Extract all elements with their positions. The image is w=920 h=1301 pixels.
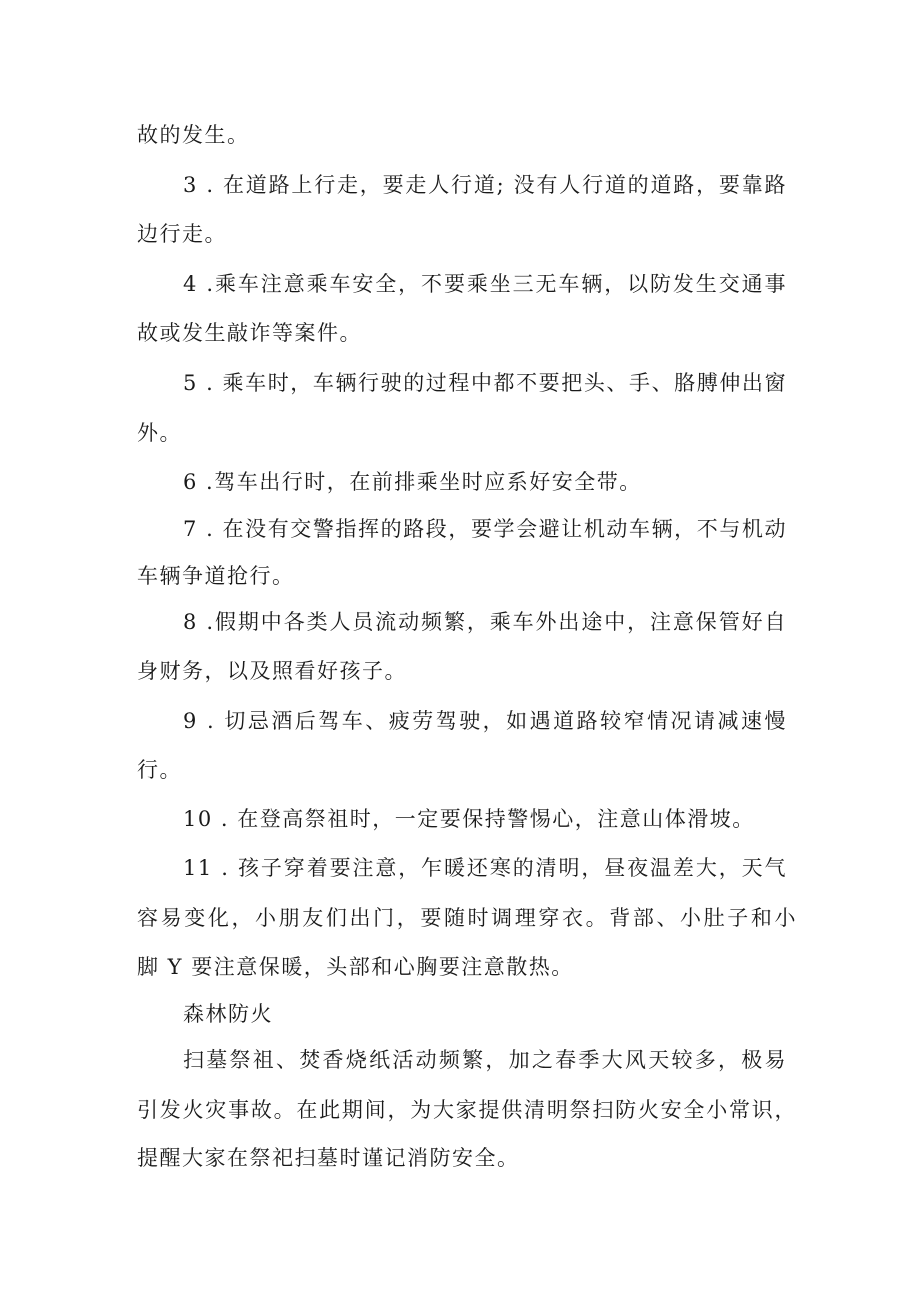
list-item-11-line-2: 容易变化，小朋友们出门，要随时调理穿衣。背部、小肚子和小 <box>137 906 797 930</box>
list-item-4-line-2: 故或发生敲诈等案件。 <box>137 321 362 345</box>
paragraph-line: 故的发生。 <box>137 123 250 147</box>
list-item-11-line-3: 脚 Y 要注意保暖，头部和心胸要注意散热。 <box>137 955 574 979</box>
section-paragraph-line-1: 扫墓祭祖、焚香烧纸活动频繁，加之春季大风天较多，极易 <box>183 1048 787 1072</box>
list-item-3-line-1: 3 . 在道路上行走，要走人行道; 没有人行道的道路，要靠路 <box>183 173 787 197</box>
list-item-6-line-1: 6 .驾车出行时，在前排乘坐时应系好安全带。 <box>183 470 642 494</box>
list-item-9-line-2: 行。 <box>137 758 182 782</box>
list-item-7-line-1: 7 . 在没有交警指挥的路段，要学会避让机动车辆，不与机动 <box>183 517 787 541</box>
list-item-8-line-2: 身财务，以及照看好孩子。 <box>137 659 407 683</box>
list-item-4-line-1: 4 .乘车注意乘车安全，不要乘坐三无车辆，以防发生交通事 <box>183 272 787 296</box>
section-paragraph-line-2: 引发火灾事故。在此期间，为大家提供清明祭扫防火安全小常识， <box>137 1098 797 1122</box>
list-item-10-line-1: 10 . 在登高祭祖时，一定要保持警惕心，注意山体滑坡。 <box>183 807 755 831</box>
list-item-5-line-2: 外。 <box>137 421 182 445</box>
list-item-7-line-2: 车辆争道抢行。 <box>137 564 295 588</box>
list-item-11-line-1: 11 . 孩子穿着要注意，乍暖还寒的清明，昼夜温差大，天气 <box>183 856 787 880</box>
list-item-3-line-2: 边行走。 <box>137 222 227 246</box>
section-heading: 森林防火 <box>183 1002 273 1026</box>
list-item-5-line-1: 5 . 乘车时，车辆行驶的过程中都不要把头、手、胳膊伸出窗 <box>183 371 787 395</box>
list-item-9-line-1: 9 . 切忌酒后驾车、疲劳驾驶，如遇道路较窄情况请减速慢 <box>183 709 787 733</box>
section-paragraph-line-3: 提醒大家在祭祀扫墓时谨记消防安全。 <box>137 1146 520 1170</box>
list-item-8-line-1: 8 .假期中各类人员流动频繁，乘车外出途中，注意保管好自 <box>183 610 787 634</box>
